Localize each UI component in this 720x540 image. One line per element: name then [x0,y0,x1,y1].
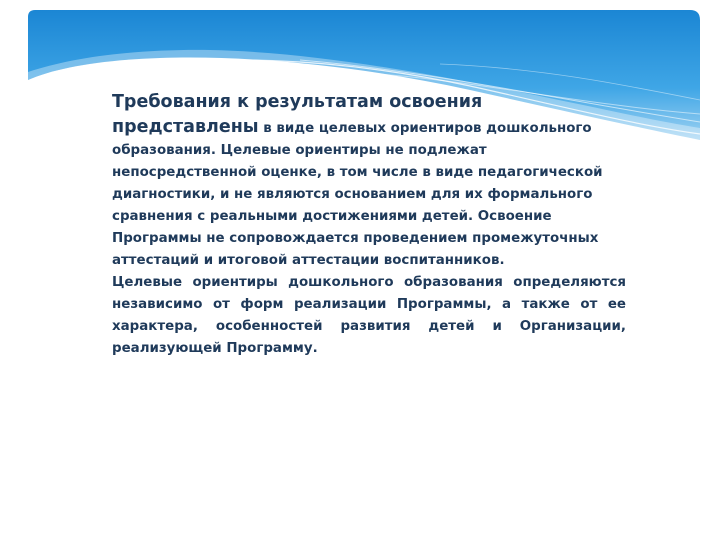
paragraph-2: Целевые ориентиры дошкольного образования определяются независимо от форм реализации Программы, а также от ее характера, особенностей развития детей и Организации, реализующей Программу. [112,275,626,356]
slide-heading: Требования к результатам освоения представлены [112,92,483,137]
text-block [112,90,626,360]
paragraph-1-text: в виде целевых ориентиров дошкольного образования. Целевые ориентиры не подлежат непосредственной оценке, в том числе в виде педагогической диагностики, и не являются основанием для их формального сравнения с реальными достижениями детей. Освоение Программы не сопровождается проведением промежуточных аттестаций и итоговой аттестации воспитанников. [112,121,603,268]
paragraph-1 [112,90,626,272]
